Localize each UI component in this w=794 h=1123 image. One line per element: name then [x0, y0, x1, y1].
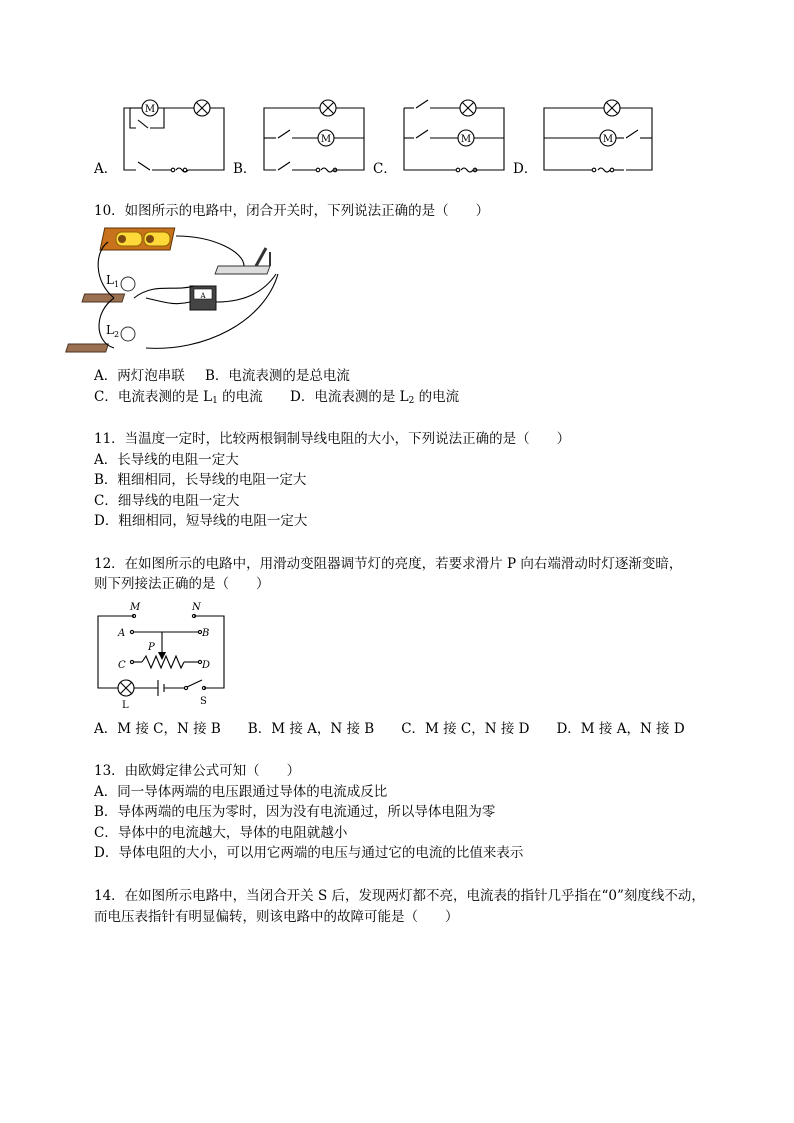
q12-label-d: D [202, 660, 211, 671]
q10-fig-label-l2: L [106, 323, 114, 337]
q13-option-a: A．同一导体两端的电压跟通过导体的电流成反比 [94, 784, 388, 800]
svg-text:A: A [200, 292, 206, 300]
q11-option-a: A．长导线的电阻一定大 [94, 452, 239, 468]
q13-option-c: C．导体中的电流越大，导体的电阻就越小 [94, 825, 348, 841]
q12-label-a: A [118, 628, 126, 639]
q9-option-a-label: A． [94, 161, 118, 177]
q11-option-b: B．粗细相同，长导线的电阻一定大 [94, 472, 307, 488]
q10-stem: 10．如图所示的电路中，闭合开关时，下列说法正确的是（ ） [94, 203, 490, 219]
q12-stem-line2: 则下列接法正确的是（ ） [94, 576, 270, 592]
svg-text:M: M [602, 134, 614, 145]
q9-option-c-label: C． [373, 161, 397, 177]
q9-option-b-label: B． [233, 161, 257, 177]
q14-stem-line1: 14．在如图所示电路中，当闭合开关 S 后，发现两灯都不亮，电流表的指针几乎指在“0”刻度线不动， [94, 888, 705, 904]
q12-figure [94, 600, 234, 712]
q10-option-d: D．电流表测的是 $L_2$ 的电流 [290, 389, 460, 406]
q10-option-a: A．两灯泡串联 [94, 368, 185, 384]
q10-fig-label-l1: L [106, 273, 114, 287]
q9-circuit-a [120, 96, 230, 176]
q12-label-m: M [130, 602, 141, 613]
q10-option-b: B．电流表测的是总电流 [205, 368, 350, 384]
q10-fig-label-l1-sub: 1 [114, 280, 120, 289]
q12-label-n: N [192, 602, 201, 613]
q10-figure [94, 222, 294, 358]
q11-stem: 11．当温度一定时，比较两根铜制导线电阻的大小，下列说法正确的是（ ） [94, 431, 571, 447]
q9-option-d-label: D． [513, 161, 538, 177]
q12-label-l: L [122, 700, 129, 711]
motor-symbol: M [144, 104, 156, 115]
q14-stem-line2: 而电压表指针有明显偏转，则该电路中的故障可能是（ ） [94, 909, 459, 925]
q12-stem-line1: 12．在如图所示的电路中，用滑动变阻器调节灯的亮度，若要求滑片 P 向右端滑动时灯逐渐变暗， [94, 556, 683, 572]
q11-option-c: C．细导线的电阻一定大 [94, 493, 240, 509]
q9-circuit-d [540, 96, 660, 176]
q10-option-c: C．电流表测的是 $L_1$ 的电流 [94, 389, 263, 406]
q12-label-p: P [148, 642, 155, 653]
q12-label-b: B [202, 628, 210, 639]
svg-text:M: M [460, 134, 472, 145]
q12-label-s: S [200, 696, 207, 707]
q12-label-c: C [118, 660, 126, 671]
svg-text:M: M [320, 134, 332, 145]
q13-stem: 13．由欧姆定律公式可知（ ） [94, 763, 301, 779]
q9-circuit-b [260, 96, 370, 176]
q10-fig-label-l2-sub: 2 [114, 330, 120, 339]
q12-options: A．M 接 C，N 接 B B．M 接 A，N 接 B C．M 接 C，N 接 D D．M 接 A，N 接 D [94, 721, 685, 737]
q13-option-d: D．导体电阻的大小，可以用它两端的电压与通过它的电流的比值来表示 [94, 845, 524, 861]
q11-option-d: D．粗细相同，短导线的电阻一定大 [94, 513, 308, 529]
q9-circuit-c [400, 96, 510, 176]
q13-option-b: B．导体两端的电压为零时，因为没有电流通过，所以导体电阻为零 [94, 804, 496, 820]
